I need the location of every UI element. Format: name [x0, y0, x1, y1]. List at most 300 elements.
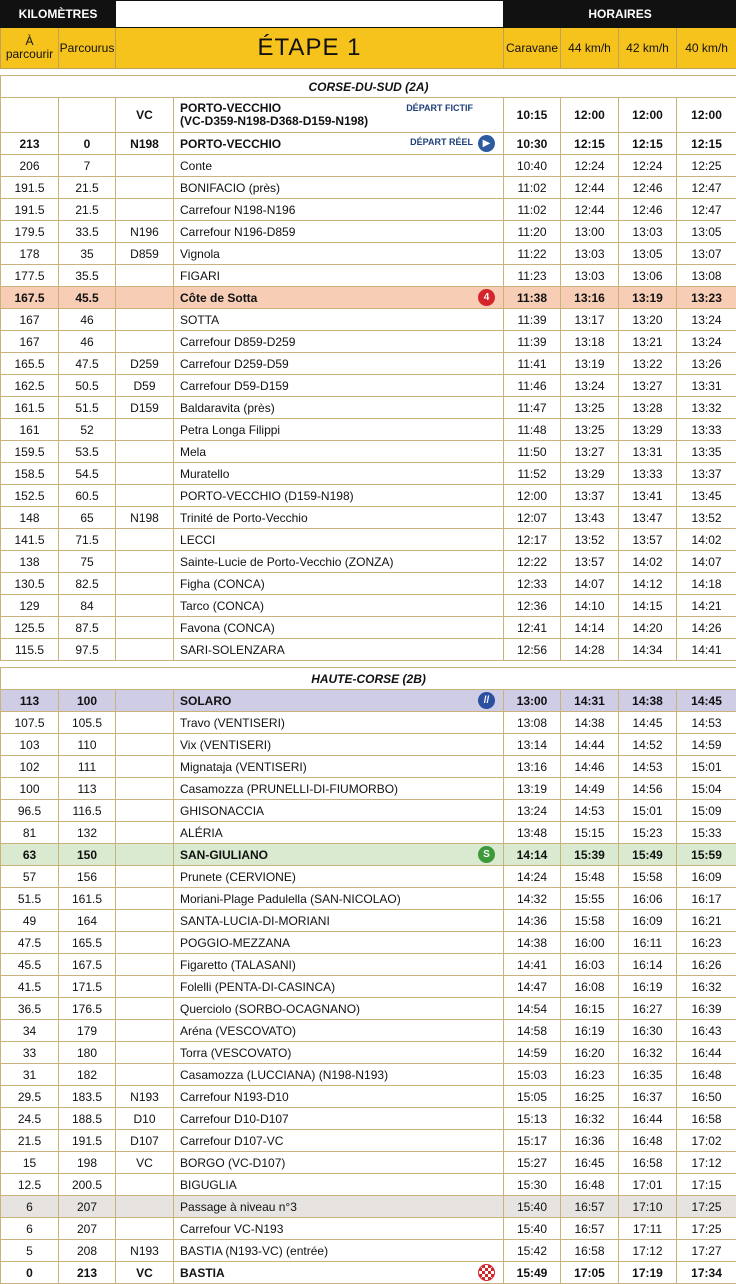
road-code — [116, 287, 174, 309]
km-remaining: 102 — [1, 756, 59, 778]
time-44: 13:27 — [561, 441, 619, 463]
time-40: 13:05 — [677, 221, 736, 243]
time-44: 16:00 — [561, 932, 619, 954]
time-44: 12:24 — [561, 155, 619, 177]
time-caravane: 14:14 — [504, 844, 561, 866]
km-remaining: 130.5 — [1, 573, 59, 595]
km-remaining: 45.5 — [1, 954, 59, 976]
table-row — [1, 551, 736, 573]
time-42: 13:31 — [619, 441, 677, 463]
road-code — [116, 778, 174, 800]
table-row — [1, 756, 736, 778]
km-remaining: 31 — [1, 1064, 59, 1086]
time-caravane: 10:40 — [504, 155, 561, 177]
time-44: 13:19 — [561, 353, 619, 375]
time-40: 16:43 — [677, 1020, 736, 1042]
time-42: 12:46 — [619, 177, 677, 199]
km-covered: 45.5 — [59, 287, 116, 309]
km-covered: 35.5 — [59, 265, 116, 287]
km-covered: 51.5 — [59, 397, 116, 419]
km-remaining: 36.5 — [1, 998, 59, 1020]
speed-40-header: 40 km/h — [677, 28, 736, 69]
location-label: Carrefour D59-D159 — [180, 379, 289, 393]
table-row — [1, 734, 736, 756]
time-caravane: 12:22 — [504, 551, 561, 573]
table-row — [1, 375, 736, 397]
km-remaining: 41.5 — [1, 976, 59, 998]
km-covered: 0 — [59, 133, 116, 155]
location-name — [174, 976, 504, 998]
location-label: SARI-SOLENZARA — [180, 643, 285, 657]
climb-category-icon: 4 — [478, 289, 495, 306]
road-code — [116, 756, 174, 778]
time-44: 15:15 — [561, 822, 619, 844]
location-name — [174, 353, 504, 375]
km-covered: 183.5 — [59, 1086, 116, 1108]
km-covered: 208 — [59, 1240, 116, 1262]
km-covered: 47.5 — [59, 353, 116, 375]
table-row — [1, 800, 736, 822]
location-name — [174, 309, 504, 331]
location-name — [174, 712, 504, 734]
time-40: 12:15 — [677, 133, 736, 155]
location-name — [174, 617, 504, 639]
time-42: 15:23 — [619, 822, 677, 844]
time-44: 17:05 — [561, 1262, 619, 1284]
time-40: 17:25 — [677, 1196, 736, 1218]
location-name — [174, 529, 504, 551]
road-code: D259 — [116, 353, 174, 375]
road-code — [116, 573, 174, 595]
time-40: 14:53 — [677, 712, 736, 734]
km-remaining: 21.5 — [1, 1130, 59, 1152]
time-40: 14:02 — [677, 529, 736, 551]
time-42: 12:46 — [619, 199, 677, 221]
time-40: 13:24 — [677, 309, 736, 331]
time-caravane: 12:36 — [504, 595, 561, 617]
time-42: 16:48 — [619, 1130, 677, 1152]
location-label: BORGO (VC-D107) — [180, 1156, 285, 1170]
table-row — [1, 1240, 736, 1262]
table-row — [1, 1020, 736, 1042]
km-remaining: 161 — [1, 419, 59, 441]
km-covered: 176.5 — [59, 998, 116, 1020]
road-code — [116, 690, 174, 712]
time-40: 17:25 — [677, 1218, 736, 1240]
time-44: 15:58 — [561, 910, 619, 932]
section-title: CORSE-DU-SUD (2A) — [1, 76, 736, 98]
km-covered: 200.5 — [59, 1174, 116, 1196]
location-label: Casamozza (PRUNELLI-DI-FIUMORBO) — [180, 782, 398, 796]
road-code: D10 — [116, 1108, 174, 1130]
location-name — [174, 331, 504, 353]
location-label: Trinité de Porto-Vecchio — [180, 511, 308, 525]
time-44: 13:03 — [561, 243, 619, 265]
road-code — [116, 309, 174, 331]
time-42: 15:01 — [619, 800, 677, 822]
location-name — [174, 375, 504, 397]
table-row — [1, 397, 736, 419]
time-caravane: 12:33 — [504, 573, 561, 595]
km-covered: 179 — [59, 1020, 116, 1042]
time-caravane: 15:49 — [504, 1262, 561, 1284]
time-40: 13:35 — [677, 441, 736, 463]
time-42: 13:57 — [619, 529, 677, 551]
location-label: Mignataja (VENTISERI) — [180, 760, 307, 774]
table-row — [1, 177, 736, 199]
road-code: N196 — [116, 221, 174, 243]
time-44: 16:57 — [561, 1196, 619, 1218]
time-40: 16:39 — [677, 998, 736, 1020]
location-label: Aréna (VESCOVATO) — [180, 1024, 296, 1038]
road-code — [116, 331, 174, 353]
km-covered: 35 — [59, 243, 116, 265]
road-code — [116, 932, 174, 954]
km-remaining: 165.5 — [1, 353, 59, 375]
time-caravane: 15:13 — [504, 1108, 561, 1130]
km-remaining: 49 — [1, 910, 59, 932]
header-row-top — [1, 1, 736, 28]
km-covered: 167.5 — [59, 954, 116, 976]
km-remaining: 148 — [1, 507, 59, 529]
time-caravane: 15:05 — [504, 1086, 561, 1108]
time-44: 14:53 — [561, 800, 619, 822]
time-40: 12:47 — [677, 199, 736, 221]
table-row — [1, 265, 736, 287]
road-code: D159 — [116, 397, 174, 419]
time-caravane: 13:24 — [504, 800, 561, 822]
table-row — [1, 1086, 736, 1108]
road-code — [116, 866, 174, 888]
section-gap — [1, 661, 736, 668]
time-42: 13:06 — [619, 265, 677, 287]
table-row — [1, 617, 736, 639]
table-row — [1, 309, 736, 331]
km-remaining: 51.5 — [1, 888, 59, 910]
table-row — [1, 485, 736, 507]
road-code — [116, 844, 174, 866]
km-covered: 105.5 — [59, 712, 116, 734]
table-row — [1, 507, 736, 529]
location-label: Figha (CONCA) — [180, 577, 265, 591]
time-40: 15:09 — [677, 800, 736, 822]
table-row — [1, 353, 736, 375]
location-label: Carrefour D859-D259 — [180, 335, 295, 349]
km-remaining: 34 — [1, 1020, 59, 1042]
location-name — [174, 573, 504, 595]
location-name — [174, 287, 504, 309]
table-row — [1, 243, 736, 265]
road-code: D107 — [116, 1130, 174, 1152]
km-covered: 52 — [59, 419, 116, 441]
road-code: D59 — [116, 375, 174, 397]
time-40: 15:33 — [677, 822, 736, 844]
time-44: 13:57 — [561, 551, 619, 573]
time-caravane: 14:24 — [504, 866, 561, 888]
time-44: 12:00 — [561, 98, 619, 133]
time-40: 17:02 — [677, 1130, 736, 1152]
time-44: 16:32 — [561, 1108, 619, 1130]
km-covered: 182 — [59, 1064, 116, 1086]
location-label: BASTIA (N193-VC) (entrée) — [180, 1244, 328, 1258]
time-caravane: 15:40 — [504, 1218, 561, 1240]
km-covered: 84 — [59, 595, 116, 617]
location-name — [174, 734, 504, 756]
time-42: 16:58 — [619, 1152, 677, 1174]
location-name — [174, 155, 504, 177]
time-44: 16:57 — [561, 1218, 619, 1240]
table-row — [1, 1064, 736, 1086]
time-44: 15:48 — [561, 866, 619, 888]
location-label: BIGUGLIA — [180, 1178, 237, 1192]
km-remaining: 167.5 — [1, 287, 59, 309]
time-40: 16:09 — [677, 866, 736, 888]
location-label: Carrefour N198-N196 — [180, 203, 295, 217]
time-42: 17:12 — [619, 1240, 677, 1262]
km-remaining: 113 — [1, 690, 59, 712]
time-44: 16:36 — [561, 1130, 619, 1152]
time-42: 15:49 — [619, 844, 677, 866]
table-row — [1, 463, 736, 485]
time-42: 16:30 — [619, 1020, 677, 1042]
location-label: Vix (VENTISERI) — [180, 738, 271, 752]
road-code — [116, 1064, 174, 1086]
km-remaining: 129 — [1, 595, 59, 617]
location-name — [174, 932, 504, 954]
time-40: 15:59 — [677, 844, 736, 866]
time-44: 16:58 — [561, 1240, 619, 1262]
location-label: Côte de Sotta — [180, 291, 257, 305]
time-40: 14:21 — [677, 595, 736, 617]
km-covered: 21.5 — [59, 177, 116, 199]
km-covered: 65 — [59, 507, 116, 529]
location-label: Carrefour VC-N193 — [180, 1222, 283, 1236]
location-label: Prunete (CERVIONE) — [180, 870, 296, 884]
time-44: 14:28 — [561, 639, 619, 661]
km-remaining — [1, 98, 59, 133]
section-header — [1, 76, 736, 98]
table-row — [1, 1042, 736, 1064]
location-name — [174, 910, 504, 932]
location-name — [174, 199, 504, 221]
time-42: 16:11 — [619, 932, 677, 954]
time-40: 15:01 — [677, 756, 736, 778]
table-row — [1, 866, 736, 888]
time-44: 14:10 — [561, 595, 619, 617]
location-label: Petra Longa Filippi — [180, 423, 280, 437]
km-covered: 75 — [59, 551, 116, 573]
time-caravane: 11:50 — [504, 441, 561, 463]
section-header — [1, 668, 736, 690]
time-caravane: 12:17 — [504, 529, 561, 551]
time-40: 15:04 — [677, 778, 736, 800]
time-44: 16:15 — [561, 998, 619, 1020]
location-label: ALÉRIA — [180, 826, 223, 840]
location-name — [174, 265, 504, 287]
gap-cell — [1, 661, 736, 668]
location-label: SANTA-LUCIA-DI-MORIANI — [180, 914, 330, 928]
location-label: Passage à niveau n°3 — [180, 1200, 297, 1214]
kilometres-header: KILOMÈTRES — [1, 1, 116, 28]
location-label: Baldaravita (près) — [180, 401, 275, 415]
time-42: 14:52 — [619, 734, 677, 756]
speed-42-header: 42 km/h — [619, 28, 677, 69]
location-name — [174, 1020, 504, 1042]
time-40: 14:41 — [677, 639, 736, 661]
table-row — [1, 1218, 736, 1240]
km-remaining: 141.5 — [1, 529, 59, 551]
km-remaining: 213 — [1, 133, 59, 155]
time-40: 14:07 — [677, 551, 736, 573]
location-name — [174, 998, 504, 1020]
location-name — [174, 98, 504, 133]
location-name — [174, 177, 504, 199]
table-row — [1, 998, 736, 1020]
time-42: 13:33 — [619, 463, 677, 485]
km-covered: 7 — [59, 155, 116, 177]
location-name — [174, 639, 504, 661]
time-44: 13:17 — [561, 309, 619, 331]
road-code — [116, 177, 174, 199]
time-40: 14:26 — [677, 617, 736, 639]
parcourus-header: Parcourus — [59, 28, 116, 69]
km-covered: 180 — [59, 1042, 116, 1064]
time-40: 17:12 — [677, 1152, 736, 1174]
time-caravane: 11:02 — [504, 177, 561, 199]
start-tag: DÉPART FICTIF — [406, 102, 473, 115]
km-remaining: 100 — [1, 778, 59, 800]
time-44: 13:18 — [561, 331, 619, 353]
km-remaining: 162.5 — [1, 375, 59, 397]
time-44: 13:52 — [561, 529, 619, 551]
km-covered — [59, 98, 116, 133]
time-44: 13:24 — [561, 375, 619, 397]
km-remaining: 179.5 — [1, 221, 59, 243]
km-covered: 46 — [59, 331, 116, 353]
km-remaining: 125.5 — [1, 617, 59, 639]
time-40: 13:37 — [677, 463, 736, 485]
section-gap — [1, 69, 736, 76]
gap-cell — [1, 69, 736, 76]
location-label: SAN-GIULIANO — [180, 848, 268, 862]
time-44: 16:48 — [561, 1174, 619, 1196]
time-40: 13:23 — [677, 287, 736, 309]
time-44: 16:03 — [561, 954, 619, 976]
location-name — [174, 507, 504, 529]
road-code — [116, 419, 174, 441]
time-44: 14:14 — [561, 617, 619, 639]
time-42: 14:56 — [619, 778, 677, 800]
time-caravane: 13:16 — [504, 756, 561, 778]
time-caravane: 13:19 — [504, 778, 561, 800]
km-covered: 171.5 — [59, 976, 116, 998]
km-remaining: 167 — [1, 309, 59, 331]
time-44: 16:08 — [561, 976, 619, 998]
header-row-bottom — [1, 28, 736, 69]
km-remaining: 177.5 — [1, 265, 59, 287]
location-label: Torra (VESCOVATO) — [180, 1046, 291, 1060]
road-code: N198 — [116, 133, 174, 155]
location-name — [174, 778, 504, 800]
table-row — [1, 910, 736, 932]
location-name — [174, 866, 504, 888]
table-row — [1, 778, 736, 800]
km-covered: 111 — [59, 756, 116, 778]
km-covered: 165.5 — [59, 932, 116, 954]
km-remaining: 5 — [1, 1240, 59, 1262]
time-caravane: 15:17 — [504, 1130, 561, 1152]
time-42: 17:11 — [619, 1218, 677, 1240]
km-remaining: 12.5 — [1, 1174, 59, 1196]
time-caravane: 14:47 — [504, 976, 561, 998]
time-42: 16:32 — [619, 1042, 677, 1064]
location-name — [174, 551, 504, 573]
road-code: N193 — [116, 1240, 174, 1262]
time-44: 13:43 — [561, 507, 619, 529]
road-code: VC — [116, 1152, 174, 1174]
road-code — [116, 910, 174, 932]
time-42: 14:53 — [619, 756, 677, 778]
time-caravane: 11:38 — [504, 287, 561, 309]
time-40: 12:25 — [677, 155, 736, 177]
table-row — [1, 1152, 736, 1174]
time-42: 15:58 — [619, 866, 677, 888]
km-covered: 50.5 — [59, 375, 116, 397]
location-label: PORTO-VECCHIO — [180, 101, 281, 115]
km-remaining: 81 — [1, 822, 59, 844]
time-44: 13:03 — [561, 265, 619, 287]
km-covered: 164 — [59, 910, 116, 932]
location-name — [174, 690, 504, 712]
location-label: Figaretto (TALASANI) — [180, 958, 296, 972]
time-40: 13:24 — [677, 331, 736, 353]
road-code — [116, 800, 174, 822]
km-covered: 207 — [59, 1218, 116, 1240]
location-label: Tarco (CONCA) — [180, 599, 264, 613]
time-42: 14:20 — [619, 617, 677, 639]
km-remaining: 47.5 — [1, 932, 59, 954]
location-name — [174, 419, 504, 441]
time-40: 13:26 — [677, 353, 736, 375]
location-name — [174, 397, 504, 419]
table-row — [1, 441, 736, 463]
road-code — [116, 1042, 174, 1064]
table-row — [1, 1130, 736, 1152]
table-row — [1, 573, 736, 595]
table-row — [1, 529, 736, 551]
location-label: PORTO-VECCHIO — [180, 137, 281, 151]
time-44: 16:45 — [561, 1152, 619, 1174]
road-code — [116, 595, 174, 617]
time-42: 16:44 — [619, 1108, 677, 1130]
km-remaining: 138 — [1, 551, 59, 573]
time-44: 14:07 — [561, 573, 619, 595]
caravane-header: Caravane — [504, 28, 561, 69]
time-caravane: 12:00 — [504, 485, 561, 507]
time-44: 16:23 — [561, 1064, 619, 1086]
location-name — [174, 1042, 504, 1064]
time-40: 16:21 — [677, 910, 736, 932]
time-42: 12:15 — [619, 133, 677, 155]
location-label: GHISONACCIA — [180, 804, 264, 818]
time-caravane: 14:41 — [504, 954, 561, 976]
km-covered: 150 — [59, 844, 116, 866]
time-44: 16:19 — [561, 1020, 619, 1042]
time-40: 13:31 — [677, 375, 736, 397]
km-remaining: 158.5 — [1, 463, 59, 485]
location-name — [174, 595, 504, 617]
km-covered: 207 — [59, 1196, 116, 1218]
